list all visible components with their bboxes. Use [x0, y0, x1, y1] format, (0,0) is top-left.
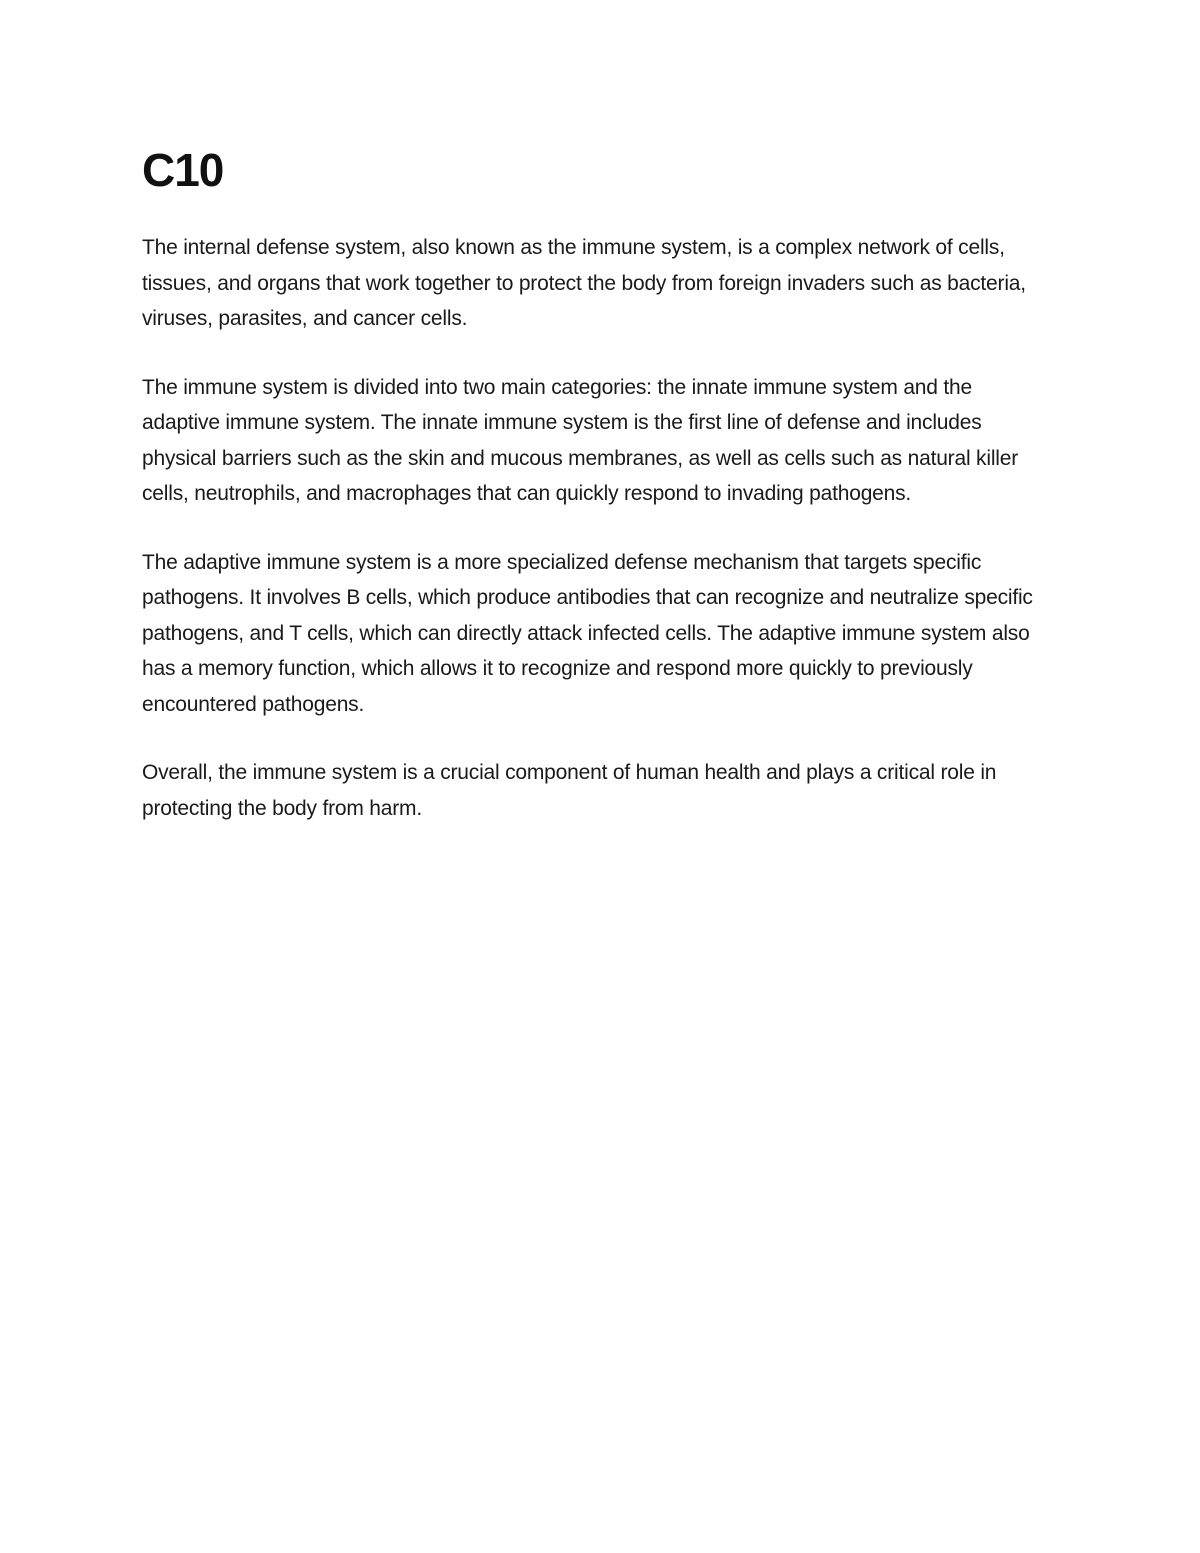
paragraph-innate-immune-system: The immune system is divided into two main categories: the innate immune system and the adaptive immune system. The innate immune system is the first line of defense and includes physical barriers such as the skin and mucous membranes, as well as cells such as natural killer cells, neutrophils, and macrophages that can quickly respond to invading pathogens.	[142, 375, 1019, 505]
document-page	[142, 140, 1047, 826]
paragraph-conclusion: Overall, the immune system is a crucial component of human health and plays a critical role in protecting the body from harm.	[142, 761, 997, 820]
paragraph-adaptive-immune-system: The adaptive immune system is a more specialized defense mechanism that targets specific pathogens. It involves B cells, which produce antibodies that can recognize and neutralize specific pathogens, and T cells, which can directly attack infected cells. The adaptive immune system also has a memory function, which allows it to recognize and respond more quickly to previously encountered pathogens.	[142, 550, 1033, 716]
paragraph-immune-system-intro: The internal defense system, also known as the immune system, is a complex network of cells, tissues, and organs that work together to protect the body from foreign invaders such as bacteria, viruses, parasites, and cancer cells.	[142, 236, 1026, 330]
document-title: C10	[142, 144, 224, 196]
